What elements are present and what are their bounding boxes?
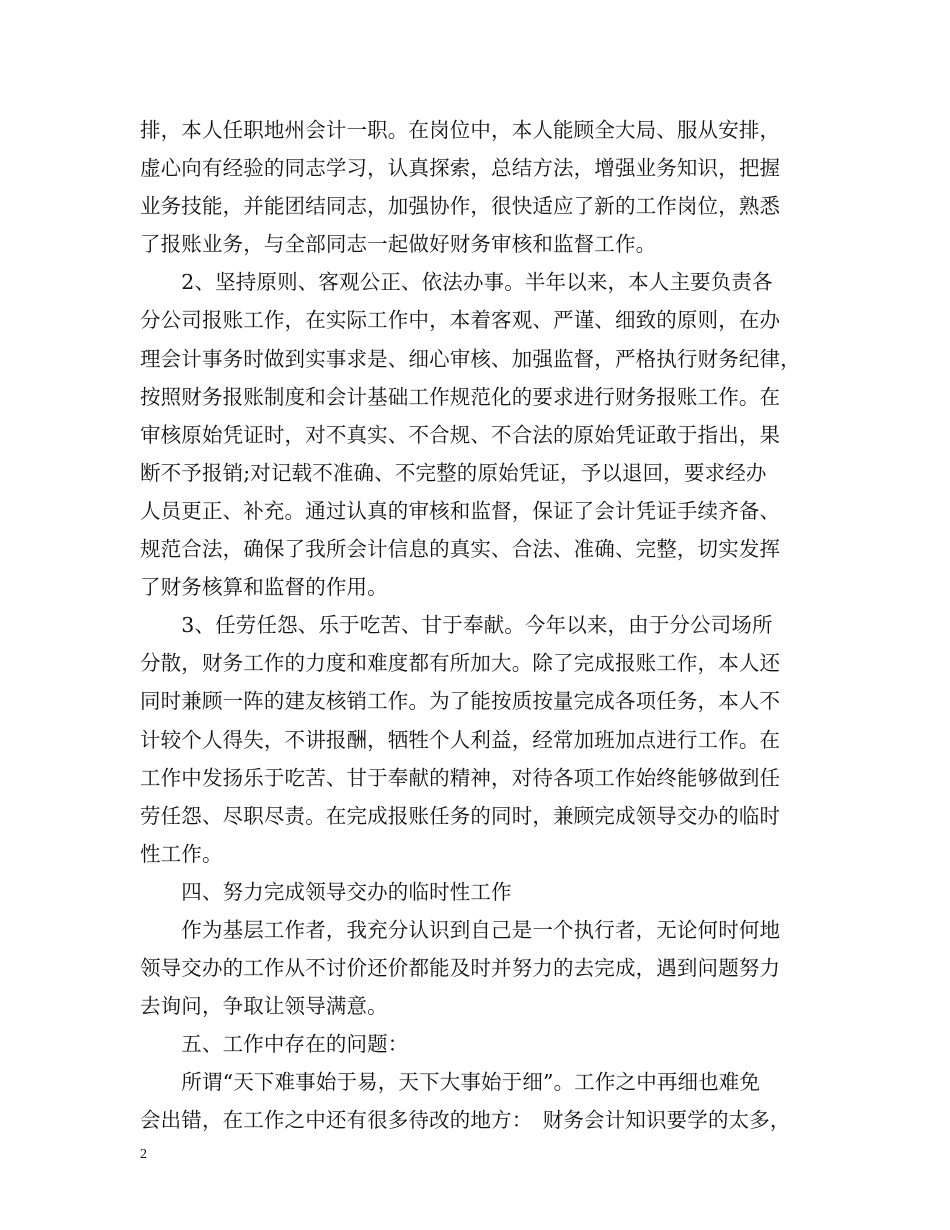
text-line: 领导交办的工作从不讨价还价都能及时并努力的去完成，遇到问题努力 bbox=[140, 956, 781, 981]
text-line: 同时兼顾一阵的建友核销工作。为了能按质按量完成各项任务，本人不 bbox=[140, 689, 781, 714]
text-line: 分公司报账工作，在实际工作中，本着客观、严谨、细致的原则，在办 bbox=[140, 308, 781, 333]
text-line: 排，本人任职地州会计一职。在岗位中，本人能顾全大局、服从安排， bbox=[140, 118, 781, 142]
text-line: 性工作。 bbox=[140, 841, 223, 866]
section-heading: 五、工作中存在的问题： bbox=[140, 1032, 409, 1057]
text-line: 虚心向有经验的同志学习，认真探索，总结方法，增强业务知识，把握 bbox=[140, 156, 781, 181]
text-line: 作为基层工作者，我充分认识到自己是一个执行者，无论何时何地 bbox=[140, 917, 781, 942]
text-line: 人员更正、补充。通过认真的审核和监督，保证了会计凭证手续齐备、 bbox=[140, 498, 781, 523]
text-line: 了财务核算和监督的作用。 bbox=[140, 575, 388, 600]
text-line: 按照财务报账制度和会计基础工作规范化的要求进行财务报账工作。在 bbox=[140, 384, 781, 409]
text-line: 分散，财务工作的力度和难度都有所加大。除了完成报账工作，本人还 bbox=[140, 651, 781, 676]
text-line: 了报账业务，与全部同志一起做好财务审核和监督工作。 bbox=[140, 232, 657, 257]
section-heading: 四、努力完成领导交办的临时性工作 bbox=[140, 879, 512, 904]
text-line: 3、任劳任怨、乐于吃苦、甘于奉献。今年以来，由于分公司场所 bbox=[140, 613, 773, 638]
text-line: 所谓“天下难事始于易，天下大事始于细”。工作之中再细也难免 bbox=[140, 1070, 761, 1095]
text-line: 业务技能，并能团结同志，加强协作，很快适应了新的工作岗位，熟悉 bbox=[140, 194, 781, 219]
text-line: 工作中发扬乐于吃苦、甘于奉献的精神，对待各项工作始终能够做到任 bbox=[140, 765, 781, 790]
text-line: 审核原始凭证时，对不真实、不合规、不合法的原始凭证敢于指出，果 bbox=[140, 422, 781, 447]
text-line: 去询问，争取让领导满意。 bbox=[140, 994, 388, 1019]
text-line: 断不予报销;对记载不准确、不完整的原始凭证，予以退回，要求经办 bbox=[140, 460, 767, 485]
text-line: 会出错，在工作之中还有很多待改的地方： 财务会计知识要学的太多， bbox=[140, 1108, 791, 1133]
text-line: 2、坚持原则、客观公正、依法办事。半年以来，本人主要负责各 bbox=[140, 270, 773, 295]
page-number: 2 bbox=[140, 1147, 147, 1162]
text-line: 计较个人得失，不讲报酬，牺牲个人利益，经常加班加点进行工作。在 bbox=[140, 727, 781, 752]
text-line: 劳任怨、尽职尽责。在完成报账任务的同时，兼顾完成领导交办的临时 bbox=[140, 803, 781, 828]
text-line: 理会计事务时做到实事求是、细心审核、加强监督，严格执行财务纪律， bbox=[140, 346, 801, 371]
text-line: 规范合法，确保了我所会计信息的真实、合法、准确、完整，切实发挥 bbox=[140, 537, 781, 562]
body-text bbox=[140, 111, 824, 1140]
